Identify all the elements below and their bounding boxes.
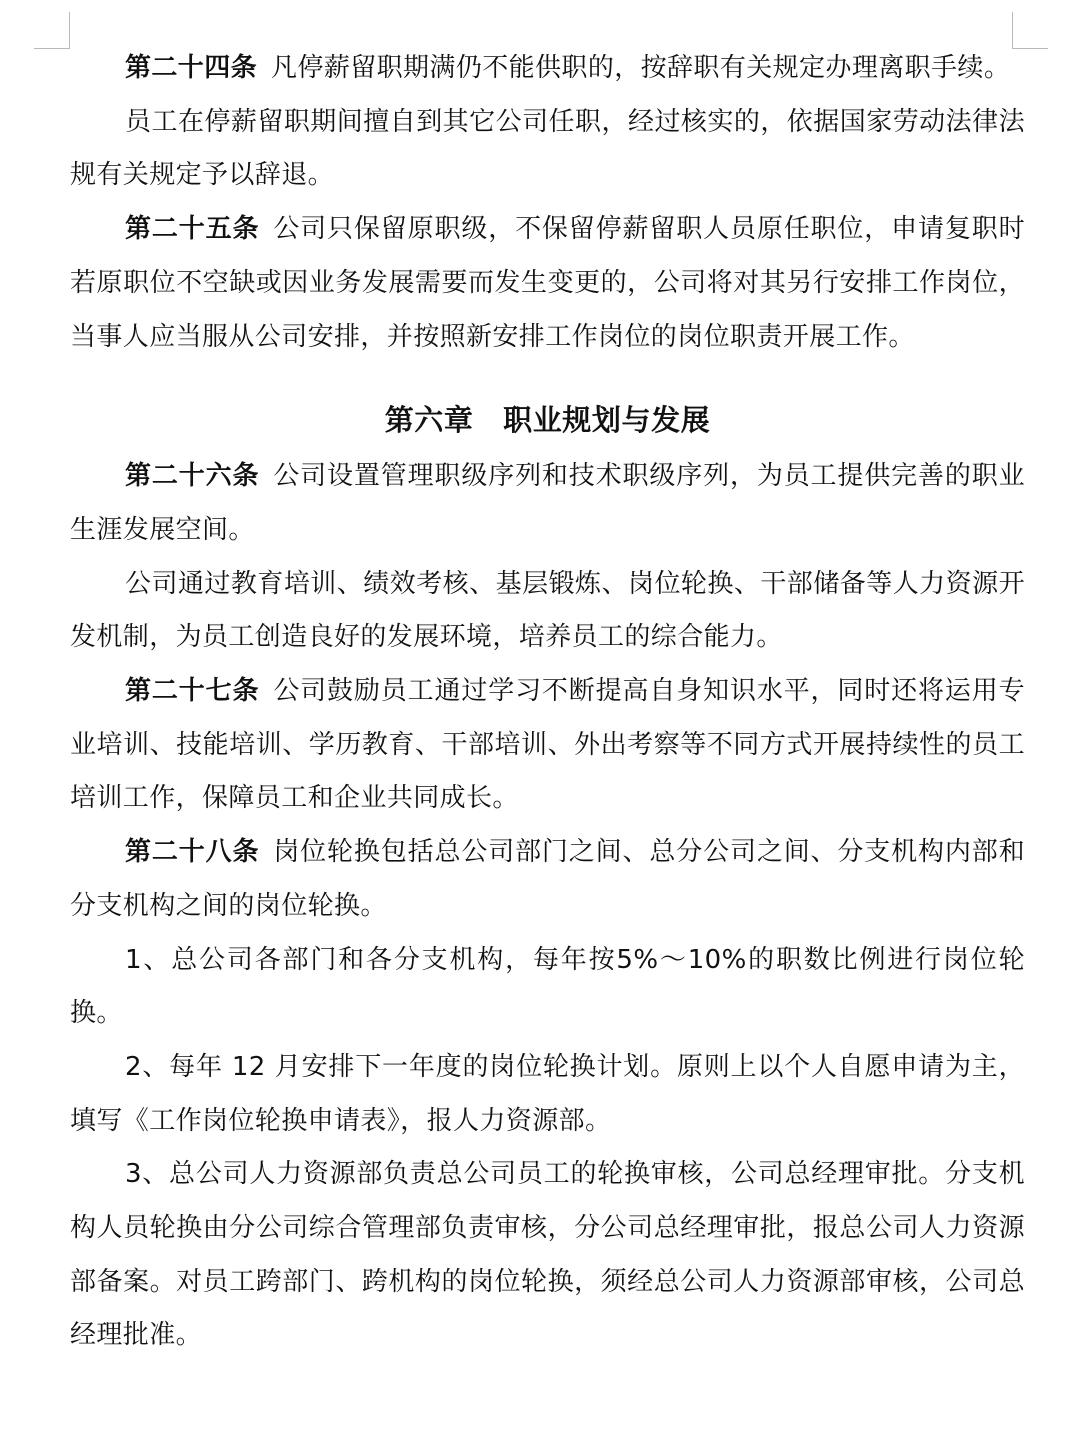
paragraph-text: 2、每年 12 月安排下一年度的岗位轮换计划。原则上以个人自愿申请为主，填写《工作岗位轮换申请表》，报人力资源部。 xyxy=(70,1051,1025,1136)
paragraph-text: 公司鼓励员工通过学习不断提高自身知识水平，同时还将运用专业培训、技能培训、学历教育、干部培训、外出考察等不同方式开展持续性的员工培训工作，保障员工和企业共同成长。 xyxy=(70,676,1025,814)
paragraph-text: 员工在停薪留职期间擅自到其它公司任职，经过核实的，依据国家劳动法律法规有关规定予以辞退。 xyxy=(70,106,1025,191)
list-item-3 xyxy=(70,1148,1025,1363)
document-page xyxy=(70,42,1025,1363)
paragraph-text: 凡停薪留职期满仍不能供职的，按辞职有关规定办理离职手续。 xyxy=(271,53,1011,83)
article-number: 第二十七条 xyxy=(125,676,260,707)
list-item-2 xyxy=(70,1041,1025,1148)
article-number: 第二十八条 xyxy=(125,837,260,868)
crop-mark-top-left-horizontal xyxy=(34,48,70,49)
paragraph-article-28 xyxy=(70,826,1025,933)
paragraph-article-24-detail xyxy=(70,96,1025,203)
paragraph-article-27 xyxy=(70,665,1025,826)
paragraph-article-24 xyxy=(70,42,1025,96)
chapter-title: 第六章 职业规划与发展 xyxy=(384,403,711,438)
paragraph-text: 公司设置管理职级序列和技术职级序列，为员工提供完善的职业生涯发展空间。 xyxy=(70,461,1025,545)
paragraph-text: 1、总公司各部门和各分支机构，每年按5%～10%的职数比例进行岗位轮换。 xyxy=(70,944,1025,1029)
paragraph-article-25 xyxy=(70,203,1025,364)
paragraph-text: 3、总公司人力资源部负责总公司员工的轮换审核，公司总经理审批。分支机构人员轮换由分公司综合管理部负责审核，分公司总经理审批，报总公司人力资源部备案。对员工跨部门、跨机构的岗位轮换，须经总公司人力资源部审核，公司总经理批准。 xyxy=(70,1159,1025,1351)
paragraph-article-26-detail xyxy=(70,558,1025,665)
article-number: 第二十四条 xyxy=(125,53,258,83)
list-item-1 xyxy=(70,934,1025,1041)
article-number: 第二十六条 xyxy=(125,461,260,492)
paragraph-text: 公司只保留原职级，不保留停薪留职人员原任职位，申请复职时若原职位不空缺或因业务发展需要而发生变更的，公司将对其另行安排工作岗位，当事人应当服从公司安排，并按照新安排工作岗位的岗位职责开展工作。 xyxy=(70,214,1025,352)
paragraph-article-26 xyxy=(70,450,1025,557)
article-number: 第二十五条 xyxy=(125,214,260,245)
paragraph-text: 岗位轮换包括总公司部门之间、总分公司之间、分支机构内部和分支机构之间的岗位轮换。 xyxy=(70,837,1025,921)
paragraph-text: 公司通过教育培训、绩效考核、基层锻炼、岗位轮换、干部储备等人力资源开发机制，为员工创造良好的发展环境，培养员工的综合能力。 xyxy=(70,568,1025,653)
